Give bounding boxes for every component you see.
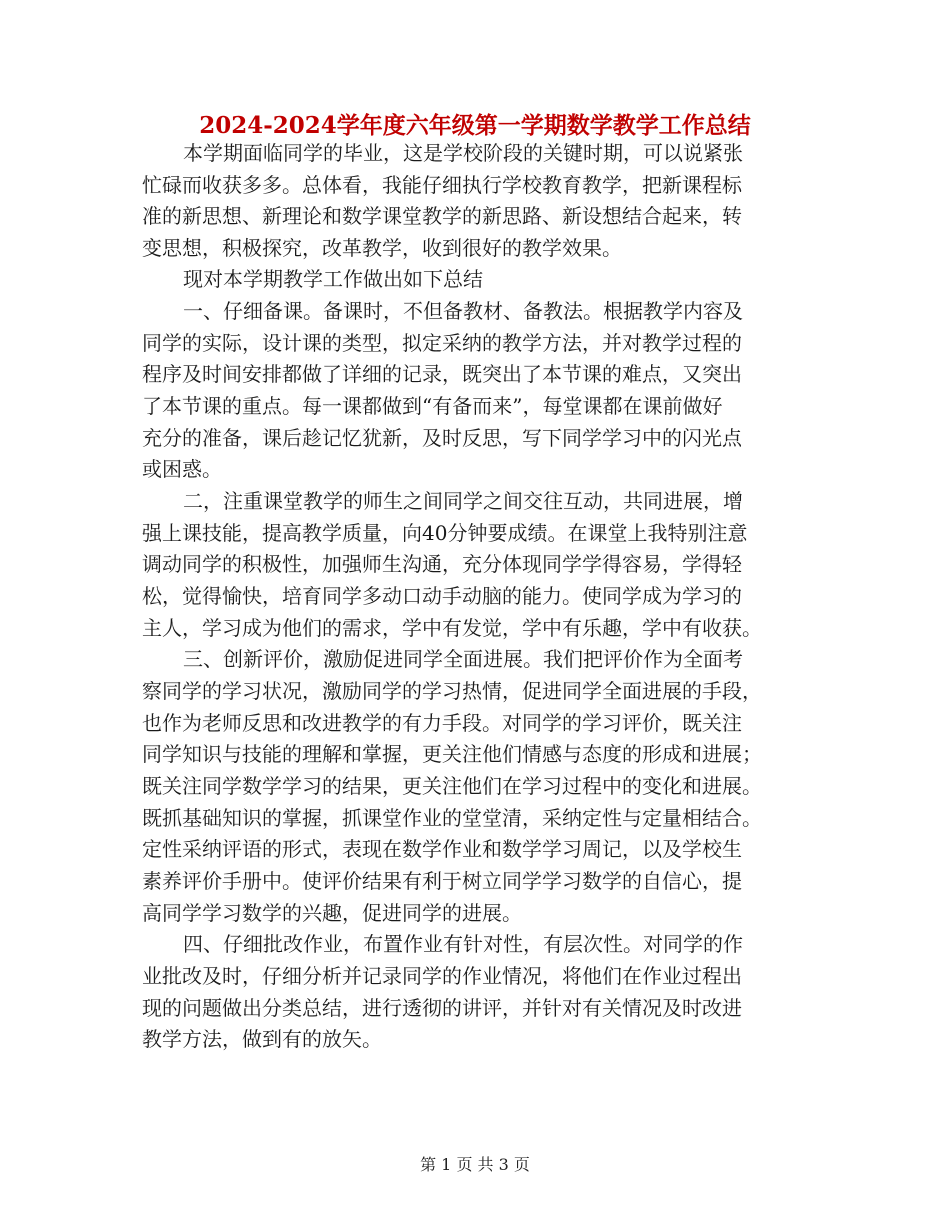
- page-footer: 第 1 页 共 3 页: [420, 1155, 530, 1174]
- paragraph-line: 也作为老师反思和改进教学的有力手段。对同学的学习评价，既关注: [142, 711, 742, 735]
- paragraph-line: 充分的准备，课后趁记忆犹新，及时反思，写下同学学习中的闪光点: [142, 426, 742, 450]
- paragraph-line: 变思想，积极探究，改革教学，收到很好的教学效果。: [142, 236, 622, 260]
- paragraph-line: 一、仔细备课。备课时，不但备教材、备教法。根据教学内容及: [183, 299, 743, 323]
- paragraph-line: 调动同学的积极性，加强师生沟通，充分体现同学学得容易，学得轻: [142, 552, 742, 576]
- paragraph-line: 现对本学期教学工作做出如下总结: [183, 267, 483, 291]
- paragraph-line: 程序及时间安排都做了详细的记录，既突出了本节课的难点，又突出: [142, 362, 742, 386]
- paragraph-line: 主人，学习成为他们的需求，学中有发觉，学中有乐趣，学中有收获。: [142, 616, 762, 640]
- paragraph-line: 强上课技能，提高教学质量，向40分钟要成绩。在课堂上我特别注意: [142, 521, 748, 545]
- paragraph-line: 教学方法，做到有的放矢。: [142, 1027, 382, 1051]
- paragraph-line: 业批改及时，仔细分析并记录同学的作业情况，将他们在作业过程出: [142, 964, 742, 988]
- paragraph-line: 松，觉得愉快，培育同学多动口动手动脑的能力。使同学成为学习的: [142, 584, 742, 608]
- paragraph-line: 二，注重课堂教学的师生之间同学之间交往互动，共同进展，增: [183, 489, 743, 513]
- paragraph-line: 同学知识与技能的理解和掌握，更关注他们情感与态度的形成和进展；: [142, 742, 762, 766]
- paragraph-line: 本学期面临同学的毕业，这是学校阶段的关键时期，可以说紧张: [183, 141, 743, 165]
- paragraph-line: 同学的实际，设计课的类型，拟定采纳的教学方法，并对教学过程的: [142, 331, 742, 355]
- paragraph-line: 忙碌而收获多多。总体看，我能仔细执行学校教育教学，把新课程标: [142, 173, 742, 197]
- paragraph-line: 或困惑。: [142, 457, 222, 481]
- document-title: 2024-2024学年度六年级第一学期数学教学工作总结: [199, 112, 751, 139]
- paragraph-line: 三、创新评价，激励促进同学全面进展。我们把评价作为全面考: [183, 647, 743, 671]
- paragraph-line: 既关注同学数学学习的结果，更关注他们在学习过程中的变化和进展。: [142, 774, 762, 798]
- paragraph-line: 现的问题做出分类总结，进行透彻的讲评，并针对有关情况及时改进: [142, 996, 742, 1020]
- paragraph-line: 四、仔细批改作业，布置作业有针对性，有层次性。对同学的作: [183, 932, 743, 956]
- paragraph-line: 察同学的学习状况，激励同学的学习热情，促进同学全面进展的手段，: [142, 679, 762, 703]
- paragraph-line: 了本节课的重点。每一课都做到“有备而来”，每堂课都在课前做好: [142, 394, 723, 418]
- paragraph-line: 准的新思想、新理论和数学课堂教学的新思路、新设想结合起来，转: [142, 204, 742, 228]
- paragraph-line: 定性采纳评语的形式，表现在数学作业和数学学习周记，以及学校生: [142, 837, 742, 861]
- paragraph-line: 既抓基础知识的掌握，抓课堂作业的堂堂清，采纳定性与定量相结合。: [142, 806, 762, 830]
- paragraph-line: 高同学学习数学的兴趣，促进同学的进展。: [142, 901, 522, 925]
- paragraph-line: 素养评价手册中。使评价结果有利于树立同学学习数学的自信心，提: [142, 869, 742, 893]
